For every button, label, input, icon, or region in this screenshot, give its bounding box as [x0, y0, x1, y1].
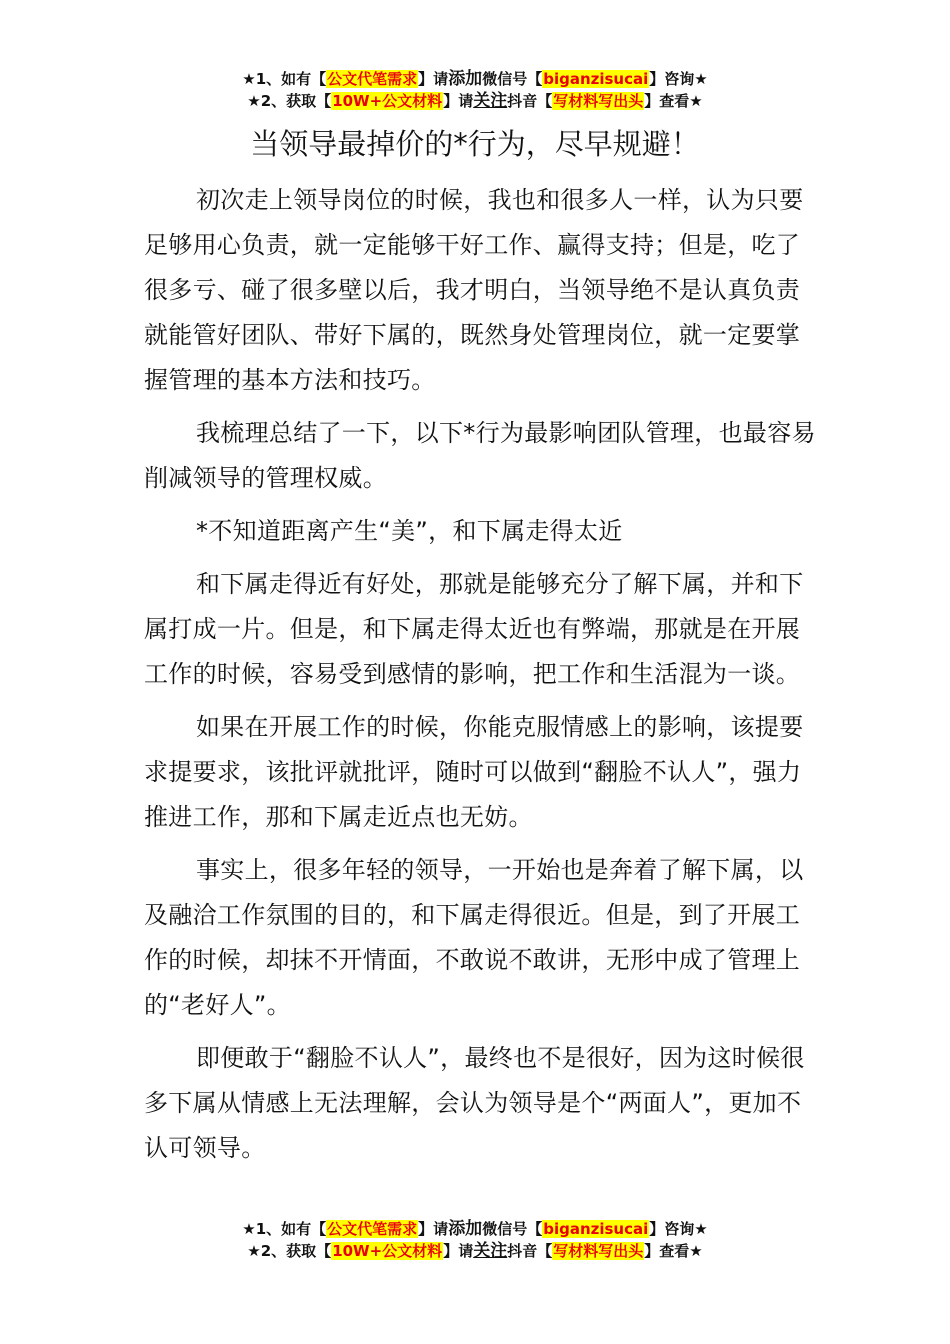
highlight-wechat-id: biganzisucai: [543, 1220, 649, 1238]
section-heading: *不知道距离产生“美”，和下属走得太近: [196, 517, 623, 545]
highlight-douyin-account: 写材料写出头: [553, 1242, 644, 1260]
highlight-wechat-id: biganzisucai: [543, 70, 649, 88]
highlight-service: 公文代笔需求: [327, 1220, 418, 1238]
paragraph-4: 如果在开展工作的时候，你能克服情感上的影响，该提要求提要求，该批评就批评，随时可以做到“翻脸不认人”，强力推进工作，那和下属走近点也无妨。: [144, 713, 804, 831]
promo-line-1: ★1、如有【公文代笔需求】请添加微信号【biganzisucai】咨询★: [242, 69, 708, 89]
document-title: 当领导最掉价的*行为，尽早规避！: [250, 127, 700, 161]
highlight-service: 公文代笔需求: [327, 70, 418, 88]
paragraph-6: 即便敢于“翻脸不认人”，最终也不是很好，因为这时候很多下属从情感上无法理解，会认为领导是个“两面人”，更加不认可领导。: [144, 1044, 805, 1162]
paragraph-2: 我梳理总结了一下，以下*行为最影响团队管理，也最容易削减领导的管理权威。: [144, 419, 816, 492]
promo-banner-bottom: [0, 1218, 950, 1262]
highlight-materials: 10W+公文材料: [332, 1242, 443, 1260]
promo-line-2: ★2、获取【10W+公文材料】请关注抖音【写材料写出头】查看★: [247, 1241, 703, 1261]
paragraph-5: 事实上，很多年轻的领导，一开始也是奔着了解下属，以及融洽工作氛围的目的，和下属走得很近。但是，到了开展工作的时候，却抹不开情面，不敢说不敢讲，无形中成了管理上的“老好人”。: [144, 856, 804, 1019]
highlight-materials: 10W+公文材料: [332, 92, 443, 110]
promo-line-1: ★1、如有【公文代笔需求】请添加微信号【biganzisucai】咨询★: [242, 1219, 708, 1239]
document-body: [144, 178, 824, 1179]
promo-banner-top: [0, 68, 950, 112]
highlight-douyin-account: 写材料写出头: [553, 92, 644, 110]
paragraph-1: 初次走上领导岗位的时候，我也和很多人一样，认为只要足够用心负责，就一定能够干好工作、赢得支持；但是，吃了很多亏、碰了很多壁以后，我才明白，当领导绝不是认真负责就能管好团队、带好下属的，既然身处管理岗位，就一定要掌握管理的基本方法和技巧。: [144, 186, 804, 394]
promo-line-2: ★2、获取【10W+公文材料】请关注抖音【写材料写出头】查看★: [247, 91, 703, 111]
paragraph-3: 和下属走得近有好处，那就是能够充分了解下属，并和下属打成一片。但是，和下属走得太近也有弊端，那就是在开展工作的时候，容易受到感情的影响，把工作和生活混为一谈。: [144, 570, 804, 688]
